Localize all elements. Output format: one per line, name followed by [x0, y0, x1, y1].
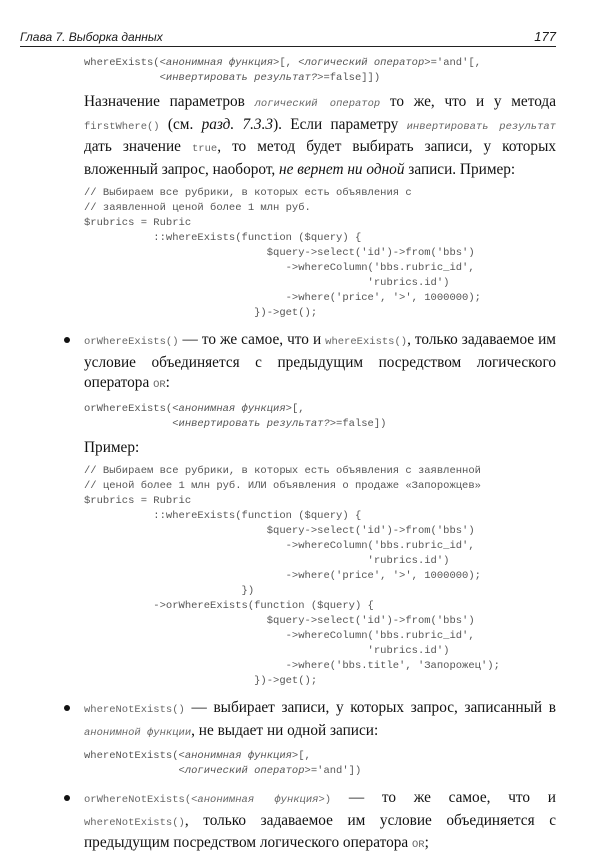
- bullet-icon: [64, 795, 70, 801]
- running-header: [20, 28, 556, 47]
- text: — выбирает записи, у которых запрос, записанный в: [184, 699, 556, 716]
- inline-code: true: [191, 143, 218, 155]
- bullet-wherenotexists: [84, 698, 556, 743]
- code-line: ::whereExists(function ($query) {: [84, 510, 362, 522]
- code-line: // ценой более 1 млн руб. ИЛИ объявления о продаже «Запорожцев»: [84, 480, 481, 492]
- text: Назначение параметров: [84, 93, 255, 110]
- code-block-signature-whereexists: [84, 56, 556, 86]
- inline-code: orWhereNotExists(: [84, 794, 192, 806]
- code-line: $query->select('id')->from('bbs'): [84, 615, 475, 627]
- inline-code: whereNotExists(): [84, 816, 185, 829]
- text: (см.: [159, 115, 202, 133]
- page-body: [84, 56, 556, 862]
- code-placeholder: <анонимная функция>: [172, 402, 292, 415]
- code-line: ::whereExists(function ($query) {: [84, 232, 362, 244]
- code-line: whereExists(<анонимная функция>[, <логический оператор>='and'[,: [84, 57, 482, 69]
- code-block-signature-wherenotexists: [84, 749, 556, 779]
- code-line: // Выбираем все рубрики, в которых есть объявления с: [84, 187, 412, 199]
- code-line: $query->select('id')->from('bbs'): [84, 525, 475, 537]
- bullet-icon: [64, 705, 70, 711]
- code-block-example-2: [84, 464, 556, 689]
- code-block-signature-orwhereexists: [84, 402, 556, 432]
- text: записи. Пример:: [404, 160, 516, 178]
- code-line: ->where('price', '>', 1000000);: [84, 292, 481, 304]
- code-line: whereNotExists(<анонимная функция>[,: [84, 750, 311, 762]
- code-placeholder: <логический оператор>: [298, 57, 431, 69]
- code-line: <инвертировать результат?>=false]]): [159, 72, 381, 84]
- inline-code: OR: [412, 839, 425, 851]
- code-line: $rubrics = Rubric: [84, 495, 192, 507]
- code-line: // Выбираем все рубрики, в которых есть объявления с заявленной: [84, 465, 481, 477]
- inline-code: OR: [153, 379, 166, 391]
- code-line: $query->select('id')->from('bbs'): [84, 247, 475, 259]
- bullet-orwherenotexists: [84, 788, 556, 856]
- param-name: инвертировать результат: [406, 120, 556, 133]
- code-line: $rubrics = Rubric: [84, 217, 192, 229]
- text: , только задаваемое им условие объединяется с предыдущим посредством логического оператора: [84, 811, 556, 851]
- code-line: <инвертировать результат?>=false]): [172, 417, 387, 430]
- text: , то метод будет выбирать записи, у которых вложенный запрос, наоборот,: [84, 138, 556, 178]
- inline-code: firstWhere(): [84, 120, 160, 133]
- inline-code: whereExists(): [325, 336, 408, 348]
- bullet-orwhereexists: [84, 330, 556, 396]
- bullet-icon: [64, 337, 70, 343]
- text: то же, что и у метода: [380, 93, 556, 110]
- code-line: ->where('price', '>', 1000000);: [84, 570, 481, 582]
- chapter-title: Глава 7. Выборка данных: [20, 30, 163, 44]
- code-placeholder: <инвертировать результат?>: [159, 72, 324, 84]
- inline-code: orWhereExists(): [84, 336, 179, 348]
- code-placeholder: <инвертировать результат?>: [172, 417, 337, 430]
- code-placeholder: <логический оператор>: [178, 765, 311, 777]
- text: — то же самое, что и: [178, 331, 326, 348]
- code-line: orWhereExists(<анонимная функция>[,: [84, 402, 305, 415]
- code-line: }): [84, 585, 255, 597]
- param-name: анонимной функции: [84, 726, 192, 739]
- inline-code: ): [324, 794, 332, 806]
- example-label: Пример:: [84, 438, 140, 456]
- code-block-example-1: [84, 186, 556, 321]
- code-line: <логический оператор>='and']): [178, 765, 362, 777]
- param-name: <анонимная функция>: [191, 794, 325, 806]
- code-line: // заявленной ценой более 1 млн руб.: [84, 202, 311, 214]
- code-line: ->where('bbs.title', 'Запорожец');: [84, 660, 500, 672]
- emphasis: не вернет ни одной: [279, 160, 405, 178]
- text: ). Если параметру: [273, 115, 407, 133]
- code-line: ->whereColumn('bbs.rubric_id',: [84, 630, 475, 642]
- code-line: 'rubrics.id'): [84, 645, 450, 657]
- text: — то же самое, что и: [331, 789, 556, 806]
- param-name: логический оператор: [254, 98, 381, 110]
- code-line: ->orWhereExists(function ($query) {: [84, 600, 374, 612]
- section-ref: разд. 7.3.3: [201, 115, 274, 133]
- code-placeholder: <анонимная функция>: [178, 750, 299, 762]
- text: ;: [424, 834, 429, 851]
- code-line: ->whereColumn('bbs.rubric_id',: [84, 262, 475, 274]
- code-line: 'rubrics.id'): [84, 555, 450, 567]
- code-line: ->whereColumn('bbs.rubric_id',: [84, 540, 475, 552]
- paragraph-parameters: [84, 92, 556, 180]
- code-line: })->get();: [84, 675, 318, 687]
- text: , только задаваемое им условие объединяется с предыдущим посредством логического оператора: [84, 331, 556, 391]
- code-line: 'rubrics.id'): [84, 277, 450, 289]
- inline-code: whereNotExists(): [84, 704, 185, 716]
- page-number: 177: [534, 29, 556, 44]
- text: , не выдает ни одной записи:: [191, 721, 379, 739]
- code-line: })->get();: [84, 307, 318, 319]
- text: :: [165, 374, 170, 391]
- code-placeholder: <анонимная функция>: [159, 57, 280, 69]
- text: дать значение: [84, 138, 192, 155]
